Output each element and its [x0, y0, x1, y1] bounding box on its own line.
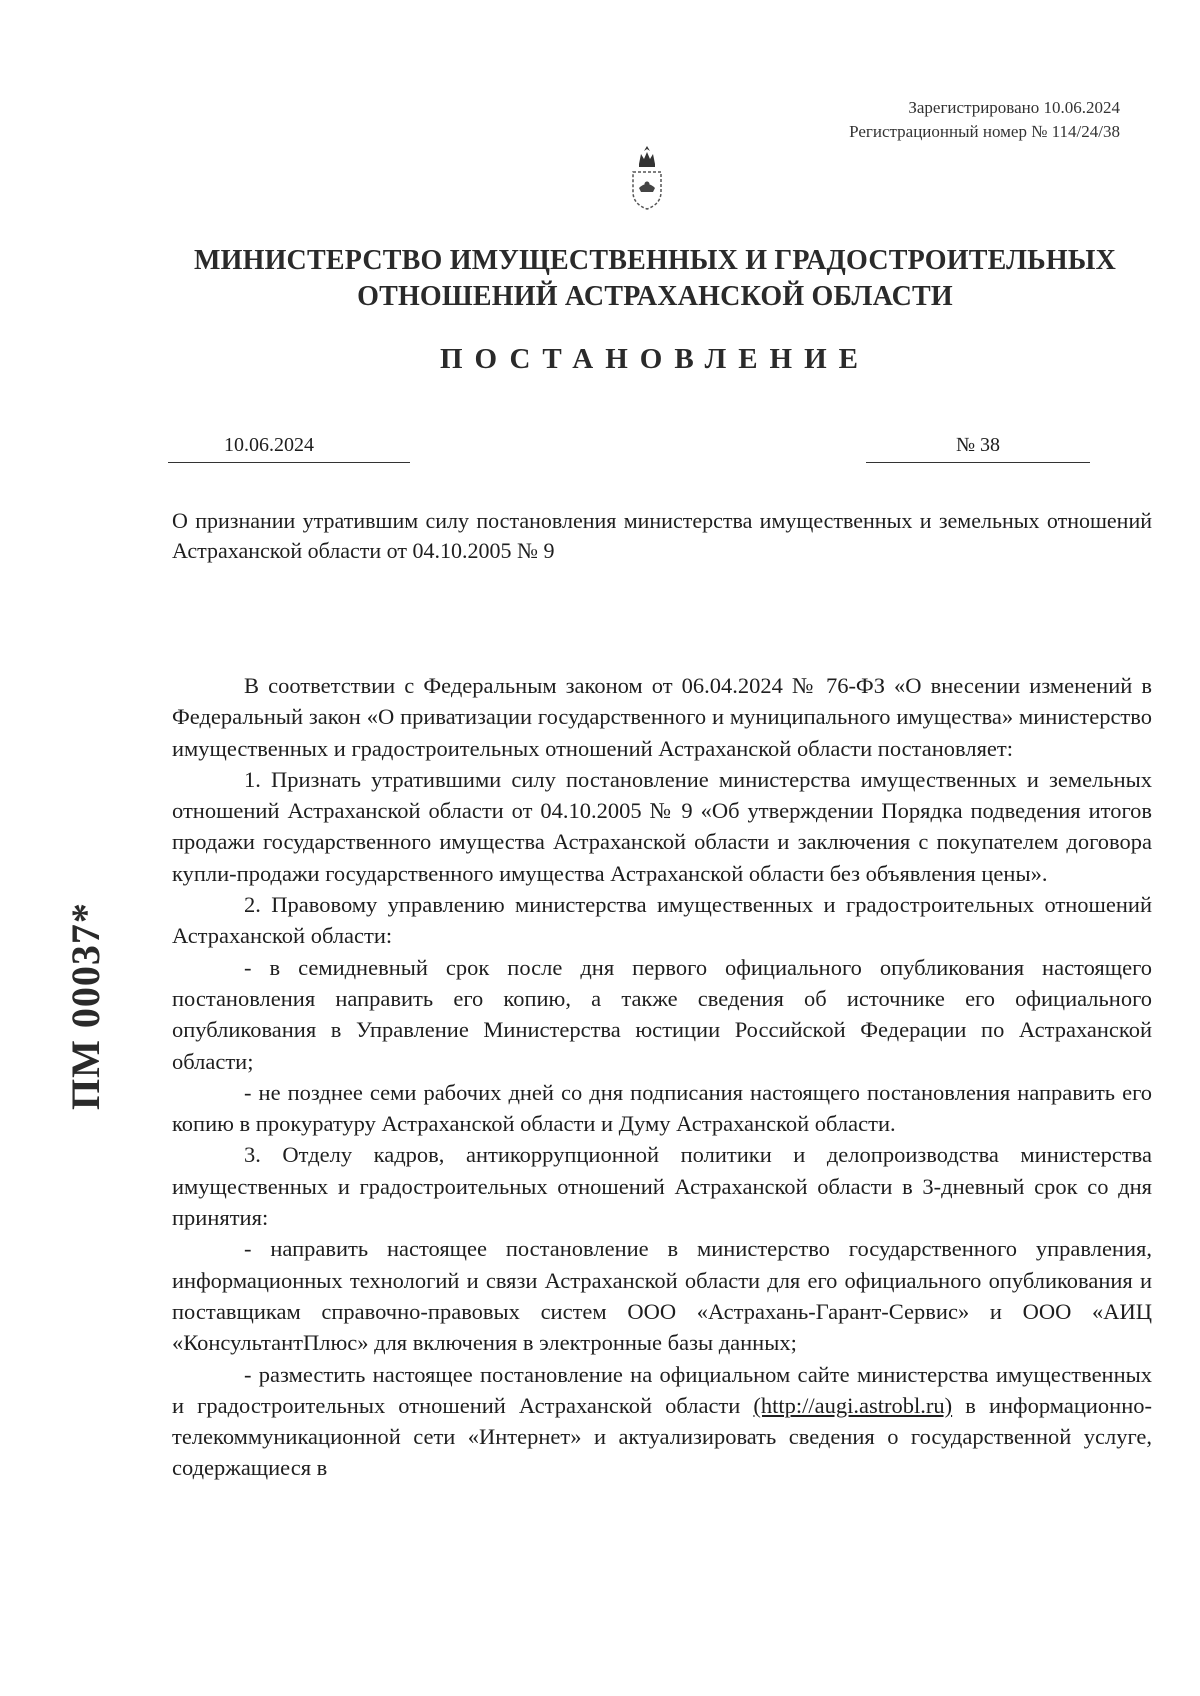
paragraph-text-start: - разместить настоящее постановление на официальном сайте министерства имущественных и градостроительных отношений Астраханской области [172, 1361, 1152, 1418]
document-number-field [866, 432, 1090, 463]
paragraph-text-end: в информационно-телекоммуникационной сети «Интернет» и актуализировать сведения о государственной услуге, содержащиеся в [172, 1392, 1152, 1481]
document-date: 10.06.2024 [224, 434, 314, 456]
paragraph-item-2-sub-2: - не позднее семи рабочих дней со дня подписания настоящего постановления направить его копию в прокуратуру Астраханской области и Думу Астраханской области. [172, 1079, 1152, 1137]
side-stamp-text: ПМ 00037* [63, 902, 108, 1110]
document-body [172, 670, 1152, 1484]
document-type: ПОСТАНОВЛЕНИЕ [439, 343, 870, 375]
coat-of-arms-icon [625, 142, 669, 212]
side-stamp [56, 850, 116, 1110]
paragraph-item-3-sub-1: - направить настоящее постановление в министерство государственного управления, информационных технологий и связи Астраханской области для его официального опубликования и поставщикам справочно-правовых систем ООО «Астрахань-Гарант-Сервис» и ООО «АИЦ «КонсультантПлюс» для включения в электронные базы данных; [172, 1236, 1152, 1356]
ministry-title [170, 243, 1140, 315]
paragraph-item-2-sub-1: - в семидневный срок после дня первого официального опубликования настоящего постановления направить его копию, а также сведения об источнике его официального опубликования в Управление Министерства юстиции Российской Федерации по Астраханской области; [172, 954, 1152, 1074]
number-underline [866, 462, 1090, 463]
registration-stamp [849, 96, 1120, 144]
website-link[interactable]: (http://augi.astrobl.ru) [753, 1392, 953, 1418]
paragraph-item-3: 3. Отделу кадров, антикоррупционной политики и делопроизводства министерства имущественных и градостроительных отношений Астраханской области в 3-дневный срок со дня принятия: [172, 1142, 1152, 1231]
paragraph-preamble: В соответствии с Федеральным законом от 06.04.2024 № 76-ФЗ «О внесении изменений в Федеральный закон «О приватизации государственного и муниципального имущества» министерство имущественных и градостроительных отношений Астраханской области постановляет: [172, 673, 1152, 761]
ministry-title-line1: МИНИСТЕРСТВО ИМУЩЕСТВЕННЫХ И ГРАДОСТРОИТЕЛЬНЫХ [193, 245, 1116, 276]
paragraph-item-1: 1. Признать утратившими силу постановление министерства имущественных и земельных отношений Астраханской области от 04.10.2005 № 9 «Об утверждении Порядка подведения итогов продажи государственного имущества Астраханской области и заключения с покупателем договора купли-продажи государственного имущества Астраханской области без объявления цены». [172, 766, 1152, 886]
ministry-title-line2: ОТНОШЕНИЙ АСТРАХАНСКОЙ ОБЛАСТИ [357, 281, 953, 312]
date-underline [168, 462, 410, 463]
paragraph-item-3-sub-2 [172, 1359, 1152, 1484]
registration-number: Регистрационный номер № 114/24/38 [849, 122, 1120, 141]
document-date-field [168, 432, 410, 463]
registration-date: Зарегистрировано 10.06.2024 [908, 98, 1120, 117]
document-subject: О признании утратившим силу постановления министерства имущественных и земельных отношений Астраханской области от 04.10.2005 № 9 [172, 508, 1152, 563]
document-number: № 38 [955, 434, 1001, 456]
paragraph-item-2: 2. Правовому управлению министерства имущественных и градостроительных отношений Астраханской области: [172, 892, 1152, 949]
